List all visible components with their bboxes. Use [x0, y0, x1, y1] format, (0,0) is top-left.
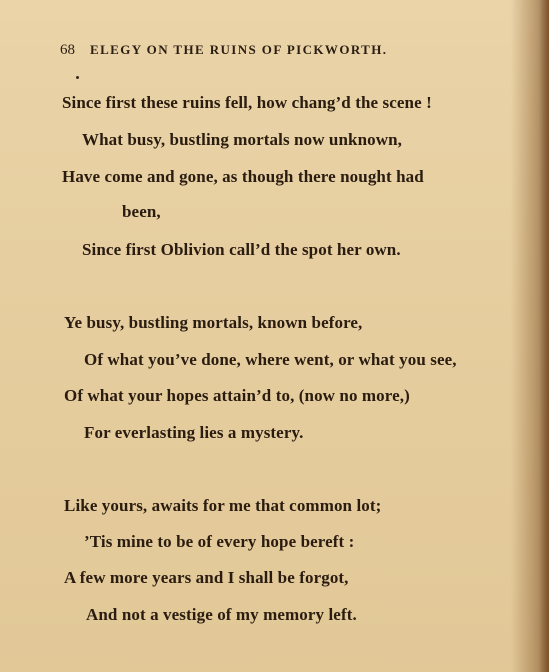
- poem-line: Like yours, awaits for me that common lot;: [64, 496, 382, 515]
- poem-line: Of what your hopes attain’d to, (now no more,): [64, 386, 410, 405]
- poem-line: been,: [122, 202, 161, 221]
- poem-line: For everlasting lies a mystery.: [84, 423, 304, 442]
- poem-line: Of what you’ve done, where went, or what you see,: [84, 350, 457, 369]
- poem-line: Since first Oblivion call’d the spot her own.: [82, 240, 401, 259]
- poem-line: A few more years and I shall be forgot,: [64, 568, 349, 587]
- poem-line: Since first these ruins fell, how chang’d the scene !: [62, 93, 432, 112]
- poem-line: Ye busy, bustling mortals, known before,: [64, 313, 363, 332]
- poem-line: Have come and gone, as though there nought had: [62, 167, 424, 186]
- poem-line: What busy, bustling mortals now unknown,: [82, 130, 403, 149]
- running-title: ELEGY ON THE RUINS OF PICKWORTH.: [90, 42, 388, 57]
- poem-line: And not a vestige of my memory left.: [86, 605, 357, 624]
- page-number: 68: [60, 42, 75, 58]
- poem-line: ’Tis mine to be of every hope bereft :: [84, 532, 355, 551]
